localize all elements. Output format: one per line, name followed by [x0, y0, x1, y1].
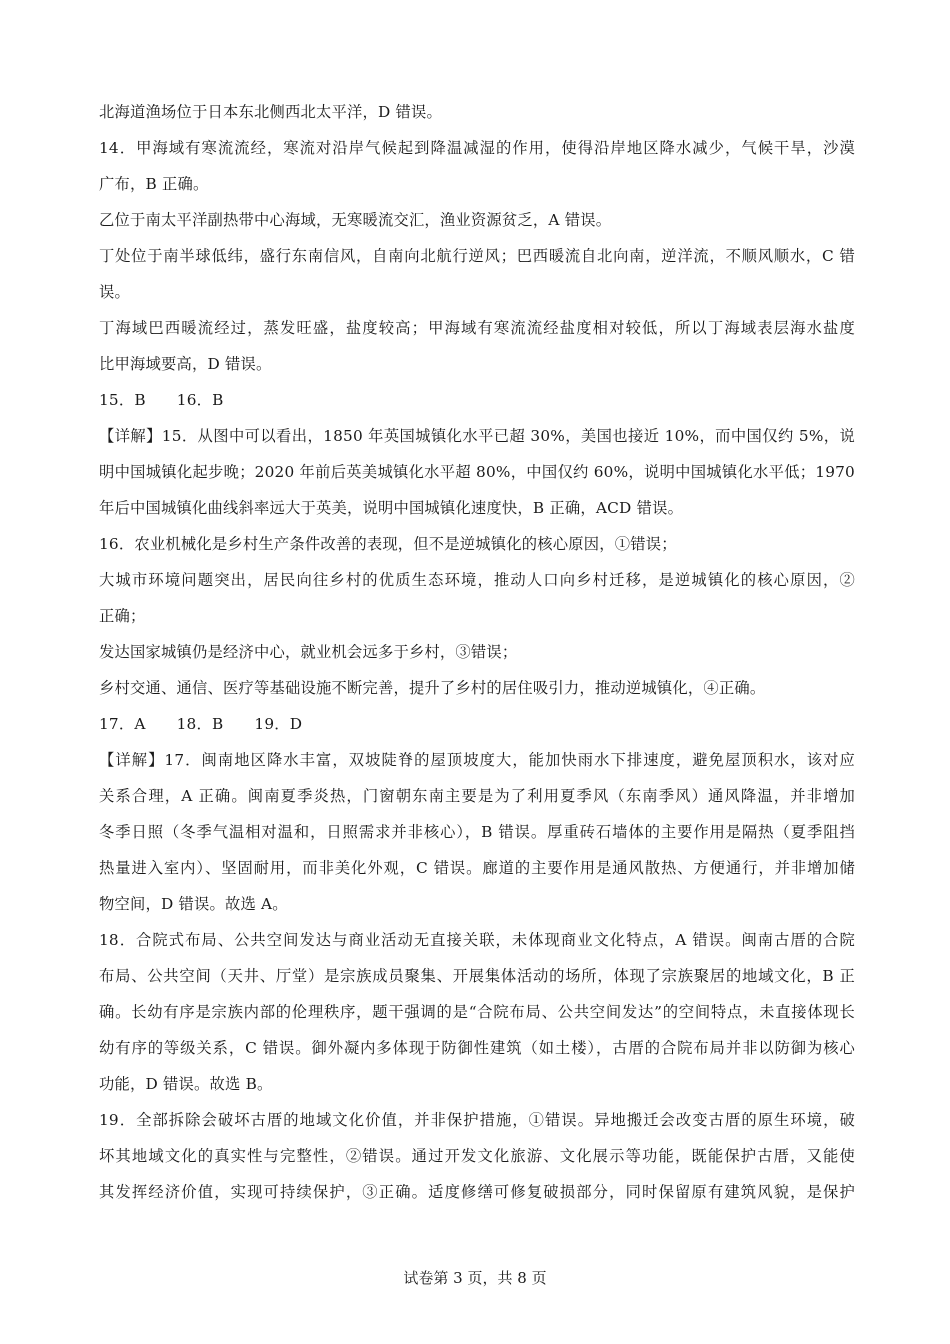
text-line: 16．农业机械化是乡村生产条件改善的表现，但不是逆城镇化的核心原因，①错误；	[99, 535, 677, 553]
text-line: 年后中国城镇化曲线斜率远大于英美，说明中国城镇化速度快，B 正确，ACD 错误。	[99, 499, 684, 517]
text-line: 【详解】15．从图中可以看出，1850 年英国城镇化水平已超 30%，美国也接近 10%，而中国仅约 5%，说	[99, 427, 855, 445]
text-line: 大城市环境问题突出，居民向往乡村的优质生态环境，推动人口向乡村迁移，是逆城镇化的核心原因，②	[99, 571, 855, 589]
text-line: 坏其地域文化的真实性与完整性，②错误。通过开发文化旅游、文化展示等功能，既能保护古厝，又能使	[99, 1147, 855, 1165]
text-line: 18．合院式布局、公共空间发达与商业活动无直接关联，未体现商业文化特点，A 错误。闽南古厝的合院	[99, 931, 855, 949]
answer-key-line: 17．A 18．B 19．D	[99, 715, 303, 733]
page-footer: 试卷第 3 页，共 8 页	[403, 1269, 547, 1287]
text-line: 布局、公共空间（天井、厅堂）是宗族成员聚集、开展集体活动的场所，体现了宗族聚居的地域文化，B 正	[99, 967, 855, 985]
text-line: 冬季日照（冬季气温相对温和，日照需求并非核心），B 错误。厚重砖石墙体的主要作用是隔热（夏季阻挡	[99, 823, 855, 841]
text-line: 广布，B 正确。	[99, 175, 209, 193]
text-line: 14．甲海域有寒流流经，寒流对沿岸气候起到降温减湿的作用，使得沿岸地区降水减少，气候干旱，沙漠	[99, 139, 855, 157]
text-line: 明中国城镇化起步晚；2020 年前后英美城镇化水平超 80%，中国仅约 60%，说明中国城镇化水平低；1970	[99, 463, 855, 481]
text-line: 比甲海域要高，D 错误。	[99, 355, 272, 373]
text-line: 丁处位于南半球低纬，盛行东南信风，自南向北航行逆风；巴西暖流自北向南，逆洋流，不顺风顺水，C 错	[99, 247, 855, 265]
text-line: 功能，D 错误。故选 B。	[99, 1075, 273, 1093]
text-line: 丁海域巴西暖流经过，蒸发旺盛，盐度较高；甲海域有寒流流经盐度相对较低，所以丁海域表层海水盐度	[99, 319, 855, 337]
text-line: 发达国家城镇仍是经济中心，就业机会远多于乡村，③错误；	[99, 643, 518, 661]
text-line: 正确；	[99, 607, 146, 625]
text-line: 热量进入室内）、坚固耐用，而非美化外观，C 错误。廊道的主要作用是通风散热、方便通行，并非增加储	[99, 859, 855, 877]
text-line: 【详解】17．闽南地区降水丰富，双坡陡脊的屋顶坡度大，能加快雨水下排速度，避免屋顶积水，该对应	[99, 751, 855, 769]
text-line: 其发挥经济价值，实现可持续保护，③正确。适度修缮可修复破损部分，同时保留原有建筑风貌，是保护	[99, 1183, 855, 1201]
text-line: 乡村交通、通信、医疗等基础设施不断完善，提升了乡村的居住吸引力，推动逆城镇化，④正确。	[99, 679, 766, 697]
text-line: 乙位于南太平洋副热带中心海域，无寒暖流交汇，渔业资源贫乏，A 错误。	[99, 211, 612, 229]
text-line: 物空间，D 错误。故选 A。	[99, 895, 288, 913]
text-line: 确。长幼有序是宗族内部的伦理秩序，题干强调的是“合院布局、公共空间发达”的空间特点，未直接体现长	[99, 1003, 855, 1021]
text-line: 幼有序的等级关系，C 错误。御外凝内多体现于防御性建筑（如土楼），古厝的合院布局并非以防御为核心	[99, 1039, 855, 1057]
text-line: 北海道渔场位于日本东北侧西北太平洋，D 错误。	[99, 103, 442, 121]
answer-key-line: 15．B 16．B	[99, 391, 224, 409]
text-line: 19．全部拆除会破坏古厝的地域文化价值，并非保护措施，①错误。异地搬迁会改变古厝的原生环境，破	[99, 1111, 855, 1129]
text-line: 误。	[99, 283, 130, 301]
text-line: 关系合理，A 正确。闽南夏季炎热，门窗朝东南主要是为了利用夏季风（东南季风）通风降温，并非增加	[99, 787, 855, 805]
answer-text	[99, 94, 855, 1210]
